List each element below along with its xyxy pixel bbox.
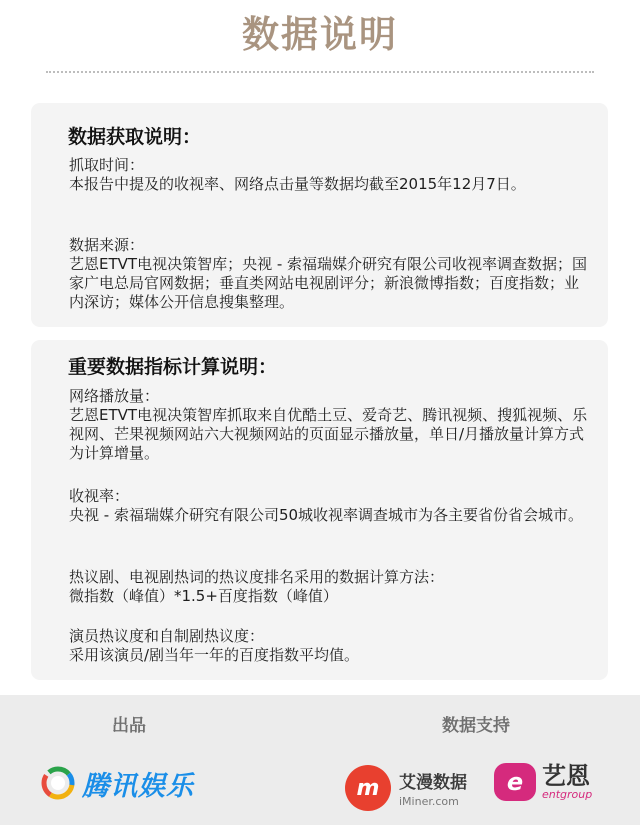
footer [0, 695, 640, 825]
block-label: 收视率： [69, 487, 130, 505]
data-acquisition-card [31, 103, 608, 327]
info-block-actor-buzz [69, 627, 589, 665]
block-text: 央视 - 索福瑞媒介研究有限公司50城收视率调查城市为各主要省份省会城市。 [69, 506, 584, 524]
info-block-network-plays [69, 387, 589, 463]
entgroup-logo-en: entgroup [542, 787, 593, 801]
block-label: 数据来源： [69, 236, 145, 254]
section-heading: 重要数据指标计算说明： [68, 356, 278, 378]
block-text: 艺恩ETVT电视决策智库；央视 - 索福瑞媒介研究有限公司收视率调查数据；国家广电总局官网数据；垂直类网站电视剧评分；新浪微博指数；百度指数；业内深访；媒体公开信息搜集整理。 [69, 255, 588, 311]
tencent-ent-logo [40, 763, 194, 803]
metrics-calculation-card [31, 340, 608, 680]
block-label: 热议剧、电视剧热词的热议度排名采用的数据计算方法： [69, 568, 445, 586]
block-label: 演员热议度和自制剧热议度： [69, 627, 265, 645]
entgroup-logo-cn: 艺恩 [542, 761, 590, 790]
iminer-logo-cn: 艾漫数据 [399, 773, 467, 793]
info-block-buzz-ranking [69, 568, 589, 606]
block-text: 采用该演员/剧当年一年的百度指数平均值。 [69, 646, 360, 664]
tencent-ball-icon [40, 765, 76, 801]
produced-by-label: 出品 [112, 716, 146, 736]
entgroup-mark-icon: e [494, 763, 536, 801]
block-label: 抓取时间： [69, 156, 145, 174]
iminer-logo-en: iMiner.com [399, 795, 459, 808]
entgroup-logo [494, 763, 592, 801]
dotted-divider [46, 71, 594, 73]
block-text: 本报告中提及的收视率、网络点击量等数据均截至2015年12月7日。 [69, 175, 526, 193]
info-block-ratings [69, 487, 589, 525]
tencent-logo-text: 腾讯娱乐 [82, 770, 194, 802]
info-block-crawl-time [69, 156, 589, 194]
block-text: 艺恩ETVT电视决策智库抓取来自优酷土豆、爱奇艺、腾讯视频、搜狐视频、乐视网、芒果视频网站六大视频网站的页面显示播放量，单日/月播放量计算方式为计算增量。 [69, 406, 588, 462]
iminer-logo [345, 765, 467, 811]
iminer-mark-icon: m [345, 765, 391, 811]
block-label: 网络播放量： [69, 387, 160, 405]
info-block-data-source [69, 236, 589, 312]
data-support-label: 数据支持 [442, 716, 510, 736]
block-text: 微指数（峰值）*1.5+百度指数（峰值） [69, 587, 338, 605]
section-heading: 数据获取说明： [68, 126, 202, 148]
page-title: 数据说明 [242, 13, 398, 56]
